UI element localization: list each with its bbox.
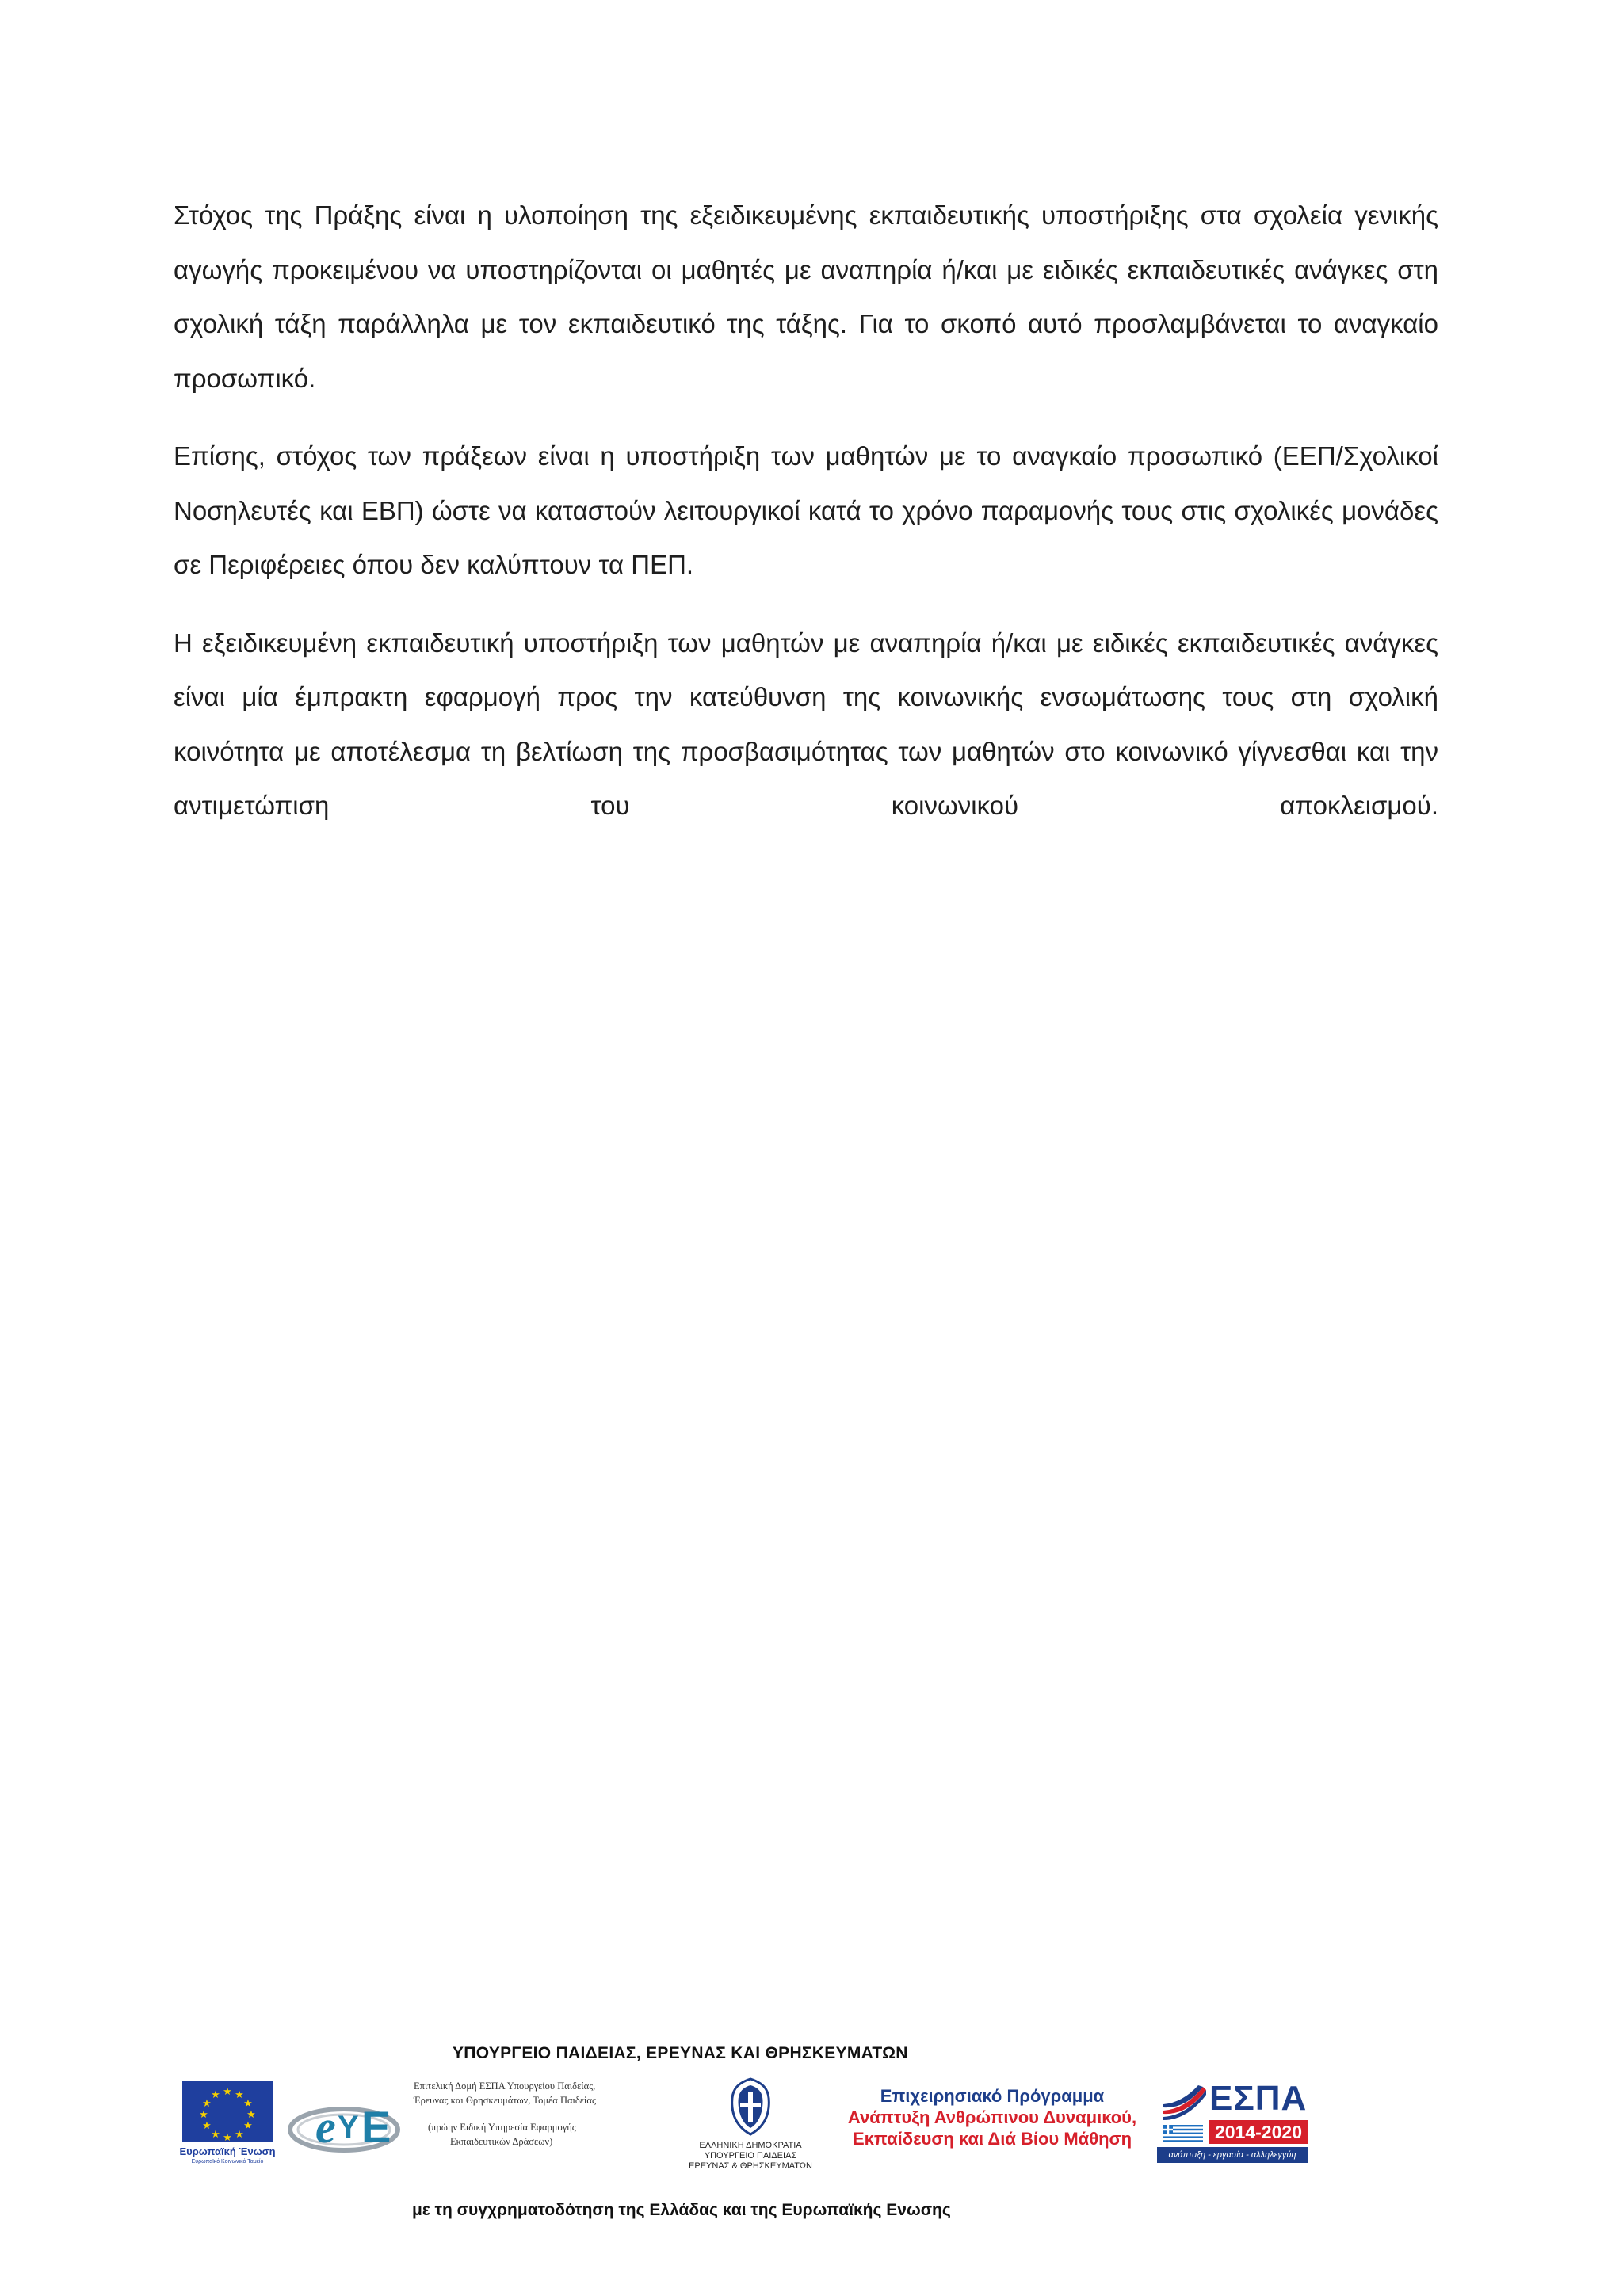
hellenic-republic-logo bbox=[675, 2076, 826, 2187]
coat-line-1: ΕΛΛΗΝΙΚΗ ΔΗΜΟΚΡΑΤΙΑ bbox=[699, 2141, 802, 2150]
svg-text:e: e bbox=[315, 2101, 336, 2153]
eu-subcaption: Ευρωπαϊκό Κοινωνικό Ταμείο bbox=[191, 2159, 264, 2164]
programme-title: Επιχειρησιακό Πρόγραμμα bbox=[880, 2086, 1105, 2106]
coat-of-arms-icon bbox=[724, 2076, 777, 2138]
paragraph-1: Στόχος της Πράξης είναι η υλοποίηση της εξειδικευμένης εκπαιδευτικής υποστήριξης στα σχολεία γενικής αγωγής προκειμένου να υποστηρίζονται οι μαθητές με αναπηρία ή/και με ειδικές εκπαιδευτικές ανάγκες στη σχολική τάξη παράλληλα με τον εκπαιδευτικό της τάξης. Για το σκοπό αυτό προσλαμβάνεται το αναγκαίο προσωπικό. bbox=[174, 200, 1438, 393]
espa-years: 2014-2020 bbox=[1209, 2120, 1308, 2144]
document-body bbox=[174, 189, 1438, 857]
svg-text:★: ★ bbox=[223, 2086, 232, 2098]
greek-flag-icon bbox=[1163, 2125, 1203, 2142]
eye-logo-icon bbox=[287, 2090, 406, 2161]
svg-text:★: ★ bbox=[246, 2109, 256, 2121]
svg-text:★: ★ bbox=[243, 2120, 253, 2132]
ministry-header: ΥΠΟΥΡΓΕΙΟ ΠΑΙΔΕΙΑΣ, ΕΡΕΥΝΑΣ ΚΑΙ ΘΡΗΣΚΕΥΜΑΤΩΝ bbox=[453, 2044, 908, 2062]
eu-flag-icon bbox=[182, 2081, 273, 2142]
eye-line-4: Εκπαιδευτικών Δράσεων) bbox=[450, 2136, 553, 2147]
operational-programme-logo bbox=[834, 2085, 1151, 2149]
espa-tagline: ανάπτυξη - εργασία - αλληλεγγύη bbox=[1157, 2147, 1308, 2163]
footer-logo-strip bbox=[179, 2044, 1308, 2234]
svg-text:★: ★ bbox=[235, 2129, 244, 2141]
svg-text:★: ★ bbox=[223, 2132, 232, 2142]
programme-line-1: Ανάπτυξη Ανθρώπινου Δυναμικού, bbox=[847, 2107, 1137, 2127]
paragraph-2: Επίσης, στόχος των πράξεων είναι η υποστήριξη των μαθητών με το αναγκαίο προσωπικό (ΕΕΠ/Σχολικοί Νοσηλευτές και ΕΒΠ) ώστε να καταστούν λειτουργικοί κατά το χρόνο παραμονής τους στις σχολικές μονάδες σε Περιφέρειες όπου δεν καλύπτουν τα ΠΕΠ. bbox=[174, 441, 1438, 579]
eye-description bbox=[414, 2079, 667, 2149]
svg-text:★: ★ bbox=[243, 2098, 253, 2110]
svg-text:Y: Y bbox=[338, 2110, 359, 2145]
eu-caption: Ευρωπαϊκή Ένωση bbox=[179, 2145, 276, 2157]
eye-line-3: (πρώην Ειδική Υπηρεσία Εφαρμογής bbox=[428, 2122, 576, 2133]
svg-text:★: ★ bbox=[211, 2089, 220, 2101]
svg-text:★: ★ bbox=[202, 2098, 212, 2110]
svg-text:★: ★ bbox=[202, 2120, 212, 2132]
eu-logo bbox=[179, 2081, 276, 2169]
coat-line-3: ΕΡΕΥΝΑΣ & ΘΡΗΣΚΕΥΜΑΤΩΝ bbox=[689, 2161, 812, 2171]
espa-logo bbox=[1157, 2079, 1308, 2174]
coat-line-2: ΥΠΟΥΡΓΕΙΟ ΠΑΙΔΕΙΑΣ bbox=[704, 2151, 797, 2161]
svg-text:★: ★ bbox=[211, 2129, 220, 2141]
eye-line-2: Έρευνας και Θρησκευμάτων, Τομέα Παιδείας bbox=[414, 2095, 596, 2106]
cofunding-statement: με τη συγχρηματοδότηση της Ελλάδας και της Ευρωπαϊκής Ενωσης bbox=[412, 2201, 951, 2219]
espa-stripes-icon bbox=[1163, 2085, 1206, 2120]
eye-line-1: Επιτελική Δομή ΕΣΠΑ Υπουργείου Παιδείας, bbox=[414, 2081, 596, 2092]
coat-caption bbox=[675, 2141, 826, 2172]
programme-line-2: Εκπαίδευση και Διά Βίου Μάθηση bbox=[852, 2129, 1132, 2149]
svg-text:★: ★ bbox=[235, 2089, 244, 2101]
paragraph-3: Η εξειδικευμένη εκπαιδευτική υποστήριξη των μαθητών με αναπηρία ή/και με ειδικές εκπαιδευτικές ανάγκες είναι μία έμπρακτη εφαρμογή προς την κατεύθυνση της κοινωνικής ενσωμάτωσης τους στη σχολική κοινότητα με αποτέλεσμα τη βελτίωση της προσβασιμότητας των μαθητών στο κοινωνικό γίγνεσθαι και την αντιμετώπιση του κοινωνικού αποκλεισμού. bbox=[174, 627, 1438, 820]
espa-word: ΕΣΠΑ bbox=[1209, 2079, 1308, 2118]
svg-text:★: ★ bbox=[199, 2109, 208, 2121]
svg-text:E: E bbox=[361, 2102, 391, 2152]
